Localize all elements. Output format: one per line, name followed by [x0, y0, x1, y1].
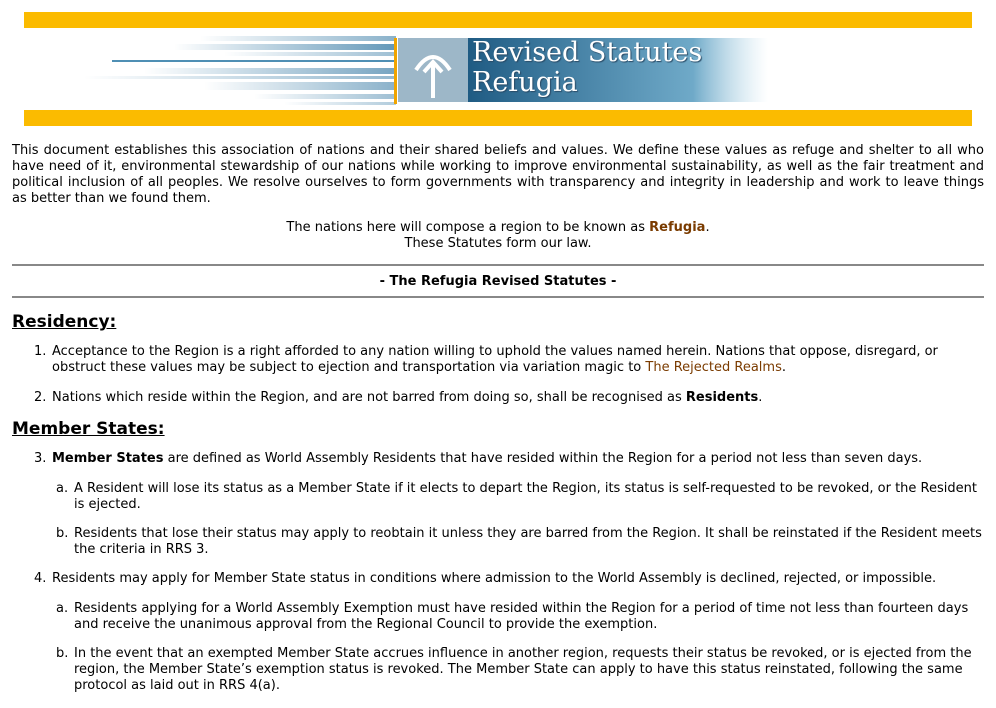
- sub-label: a.: [56, 601, 69, 616]
- sub-label: b.: [56, 526, 69, 541]
- item1-text-b: .: [781, 360, 786, 375]
- sub-text: Residents that lose their status may apply to reobtain it unless they are barred from the Region. It shall be reinstated if the Resident meets the criteria in RRS 3.: [74, 526, 982, 557]
- banner-bottom-band: [24, 110, 972, 126]
- intro-text: This document establishes this association of nations and their shared beliefs and values. We define these values as refuge and shelter to all who have need of it, environmental stewardship of our nations while working to improve environmental sustainability, as well as the fair treatment and political inclusion of all peoples. We resolve ourselves to form governments with transparency and integrity in leadership and work to leave things as better than we found them.: [12, 143, 984, 206]
- item2-bold: Residents: [685, 390, 759, 405]
- residency-heading: Residency:: [12, 312, 117, 332]
- item1-text-a: Acceptance to the Region is a right afforded to any nation willing to uphold the values named herein. Nations that oppose, disregard, or obstruct these values may be subject to ejection and transportation via variation magic to: [52, 344, 938, 375]
- banner-top-band: [24, 12, 972, 28]
- item-text: [52, 344, 982, 376]
- declaration-line1-prefix: The nations here will compose a region to be known as: [286, 220, 650, 235]
- statute-item-2: [34, 390, 982, 406]
- banner-divider: [394, 38, 397, 104]
- statute-item-4: [34, 571, 982, 587]
- banner-streaks: [84, 36, 396, 105]
- statute-item-4a: [56, 601, 982, 633]
- statute-item-3b: [56, 526, 982, 558]
- item3-bold: Member States: [52, 451, 164, 466]
- item3-text: are defined as World Assembly Residents that have resided within the Region for a period not less than seven days.: [163, 451, 923, 466]
- region-declaration: [12, 220, 984, 252]
- statute-item-1: [34, 344, 982, 376]
- member-states-heading: Member States:: [12, 419, 165, 439]
- sub-text: In the event that an exempted Member State accrues influence in another region, requests their status be revoked, or is ejected from the region, the Member State’s exemption status is revoked. The Member State can apply to have this status reinstated, following the same protocol as laid out in RRS 4(a).: [74, 646, 972, 693]
- sub-label: b.: [56, 646, 69, 661]
- sub-label: a.: [56, 481, 69, 496]
- item-text: [52, 451, 982, 467]
- banner: [24, 12, 972, 126]
- rejected-realms-link[interactable]: The Rejected Realms: [645, 360, 782, 375]
- intro-paragraph: [12, 143, 984, 207]
- declaration-line1: [12, 220, 984, 236]
- declaration-line1-suffix: .: [705, 220, 710, 235]
- item-number: 3.: [34, 451, 47, 466]
- statute-title: - The Refugia Revised Statutes -: [379, 274, 617, 289]
- item-text: Residents may apply for Member State status in conditions where admission to the World Assembly is declined, rejected, or impossible.: [52, 571, 937, 586]
- refugia-emblem-icon: [398, 38, 468, 102]
- item-number: 1.: [34, 344, 47, 359]
- sub-text: A Resident will lose its status as a Member State if it elects to depart the Region, its status is self-requested to be revoked, or the Resident is ejected.: [74, 481, 977, 512]
- banner-title-line1: Revised Statutes: [472, 37, 703, 68]
- item-text: [52, 390, 982, 406]
- statute-item-3a: [56, 481, 982, 513]
- sub-text: Residents applying for a World Assembly Exemption must have resided within the Region for a period of time not less than fourteen days and receive the unanimous approval from the Regional Council to provide the exemption.: [74, 601, 969, 632]
- item-number: 4.: [34, 571, 47, 586]
- declaration-line2: These Statutes form our law.: [404, 236, 592, 251]
- item2-text-a: Nations which reside within the Region, and are not barred from doing so, shall be recognised as: [52, 390, 686, 405]
- region-name: Refugia: [649, 220, 706, 235]
- banner-title: [472, 38, 772, 108]
- banner-title-line2: Refugia: [472, 67, 578, 98]
- statute-item-4b: [56, 646, 982, 694]
- item-number: 2.: [34, 390, 47, 405]
- top-rule: [12, 264, 984, 266]
- statute-item-3: [34, 451, 982, 467]
- item2-text-b: .: [758, 390, 763, 405]
- bottom-rule: [12, 296, 984, 298]
